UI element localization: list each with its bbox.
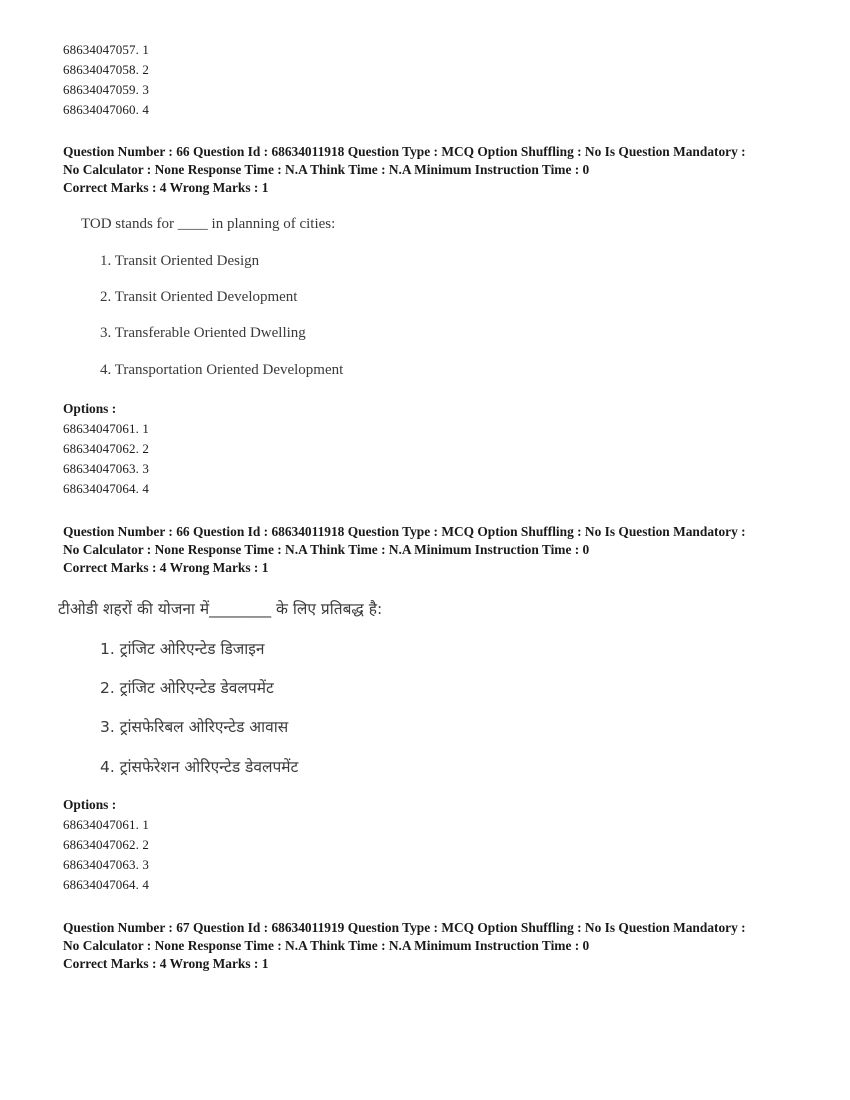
meta-line-1: Question Number : 67 Question Id : 68634011919 Question Type : MCQ Option Shuffling : No Is Question Mandatory : — [63, 920, 746, 935]
question-stem: TOD stands for ____ in planning of cities: — [81, 216, 336, 232]
meta-line-1: Question Number : 66 Question Id : 68634011918 Question Type : MCQ Option Shuffling : No Is Question Mandatory : — [63, 524, 746, 539]
top-options-list — [63, 40, 149, 120]
option-line: 68634047064. 4 — [63, 481, 149, 496]
options-label: Options : — [63, 401, 117, 416]
options-label: Options : — [63, 797, 117, 812]
choice-item: 1. ट्रांजिट ओरिएन्टेड डिजाइन — [100, 640, 265, 658]
option-line: 68634047062. 2 — [63, 837, 149, 852]
choice-item: 2. ट्रांजिट ओरिएन्टेड डेवलपमेंट — [100, 679, 274, 697]
choice-item: 4. ट्रांसफेरेशन ओरिएन्टेड डेवलपमेंट — [100, 758, 299, 776]
option-line: 68634047057. 1 — [63, 42, 149, 57]
choice-item: 4. Transportation Oriented Development — [100, 362, 344, 378]
marks-line: Correct Marks : 4 Wrong Marks : 1 — [63, 180, 269, 195]
marks-line: Correct Marks : 4 Wrong Marks : 1 — [63, 560, 269, 575]
question-image-english — [63, 210, 483, 390]
option-line: 68634047058. 2 — [63, 62, 149, 77]
choice-item: 2. Transit Oriented Development — [100, 289, 298, 305]
option-line: 68634047060. 4 — [63, 102, 149, 117]
question-image-hindi — [58, 592, 483, 787]
choice-item: 3. ट्रांसफेरिबल ओरिएन्टेड आवास — [100, 718, 289, 736]
question-meta-q1 — [63, 143, 746, 197]
meta-line-1: Question Number : 66 Question Id : 68634011918 Question Type : MCQ Option Shuffling : No Is Question Mandatory : — [63, 144, 746, 159]
option-line: 68634047063. 3 — [63, 857, 149, 872]
options-block-q2 — [63, 795, 149, 895]
choice-item: 1. Transit Oriented Design — [100, 253, 260, 269]
marks-line: Correct Marks : 4 Wrong Marks : 1 — [63, 956, 269, 971]
option-line: 68634047059. 3 — [63, 82, 149, 97]
question-meta-q3 — [63, 919, 746, 973]
meta-line-2: No Calculator : None Response Time : N.A Think Time : N.A Minimum Instruction Time : 0 — [63, 542, 590, 557]
option-line: 68634047062. 2 — [63, 441, 149, 456]
options-block-q1 — [63, 399, 149, 499]
choice-item: 3. Transferable Oriented Dwelling — [100, 325, 306, 341]
option-line: 68634047061. 1 — [63, 421, 149, 436]
option-line: 68634047064. 4 — [63, 877, 149, 892]
option-line: 68634047061. 1 — [63, 817, 149, 832]
question-stem: टीओडी शहरों की योजना में________ के लिए प्रतिबद्ध है: — [58, 600, 383, 618]
meta-line-2: No Calculator : None Response Time : N.A Think Time : N.A Minimum Instruction Time : 0 — [63, 938, 590, 953]
meta-line-2: No Calculator : None Response Time : N.A Think Time : N.A Minimum Instruction Time : 0 — [63, 162, 590, 177]
option-line: 68634047063. 3 — [63, 461, 149, 476]
question-meta-q2 — [63, 523, 746, 577]
